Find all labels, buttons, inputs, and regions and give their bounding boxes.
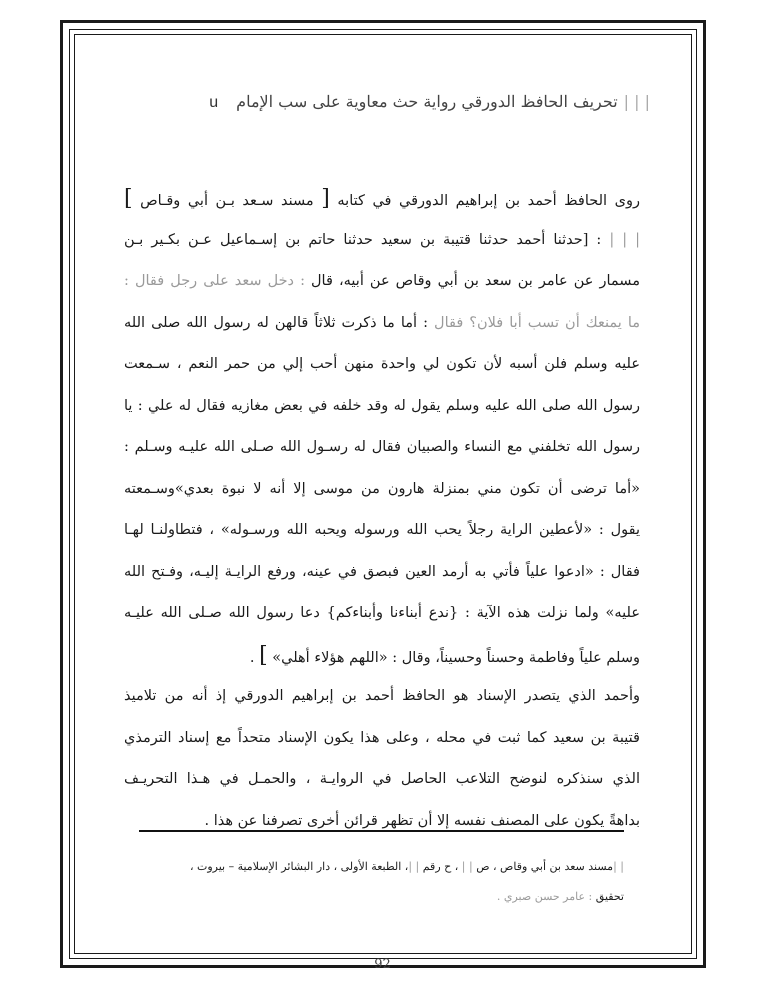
body-line-1: روى الحافظ أحمد بن إبراهيم الدورقي في كتابه [ مسند سـعد بـن أبي وقـاص ] xyxy=(124,186,640,211)
body-line-15: الذي سنذكره لنوضح التلاعب الحاصل في الروايـة ، والحمـل في هـذا التحريـف xyxy=(124,771,640,787)
body-line-12: وسلم علياً وفاطمة وحسناً وحسيناً، وقال : «اللهم هؤلاء أهلي» ] . xyxy=(249,642,640,668)
body-line-10: فقال : «ادعوا علياً فأتي به أرمد العين فبصق في عينه، ورفع الرايـة إليـه، وفـتح الله xyxy=(124,563,640,580)
footnote-1: | |مسند سعد بن أبي وقاص ، ص | | ، ح رقم | |، الطبعة الأولى ، دار البشائر الإسلامية – بيروت ، xyxy=(189,860,624,873)
footnote-1-continued: تحقيق : عامر حسن صبري . xyxy=(496,890,624,903)
header-title: تحريف الحافظ الدورقي رواية حث معاوية على سب الإمام xyxy=(236,92,618,111)
footnote-ref: | | | xyxy=(609,231,641,248)
body-line-2: | | | : [حدثنا أحمد حدثنا قتيبة بن سعيد حدثنا حاتم بن إسـماعيل عـن بكـير بـن xyxy=(124,231,641,248)
bracket-open: [ xyxy=(321,186,330,211)
header-symbol: u xyxy=(209,94,219,111)
body-line-5: عليه وسلم فلن أسبه لأن تكون لي واحدة منهن أحب إلي من حمر النعم ، سـمعت xyxy=(124,356,640,372)
body-line-11: عليه» ولما نزلت هذه الآية : {ندع أبناءنا وأبناءكم} دعا رسول الله صـلى الله عليـه xyxy=(124,605,640,621)
body-line-8: «أما ترضى أن تكون مني بمنزلة هارون من موسى إلا أنه لا نبوة بعدي»وسـمعته xyxy=(124,480,640,497)
body-line-14: قتيبة بن سعيد كما ثبت في محله ، وعلى هذا يكون الإسناد متحداً مع إسناد الترمذي xyxy=(124,729,640,746)
page-number: 92 xyxy=(374,957,391,972)
body-line-13: وأحمد الذي يتصدر الإسناد هو الحافظ أحمد بن إبراهيم الدورقي إذ أنه من تلاميذ xyxy=(124,688,640,704)
body-line-6: رسول الله صلى الله عليه وسلم يقول له وقد خلفه في بعض مغازيه فقال له علي : يا xyxy=(124,397,640,414)
running-header xyxy=(209,92,650,112)
body-text xyxy=(124,178,640,842)
bracket-close: ] xyxy=(259,642,268,668)
header-marker: | | | xyxy=(623,92,650,111)
body-line-16: بداهةً يكون على المصنف نفسه إلا أن تظهر قرائن أخرى تصرفنا عن هذا . xyxy=(204,812,640,829)
body-line-3: مسمار عن عامر بن سعد بن أبي وقاص عن أبيه، قال : دخل سعد على رجل فقال : xyxy=(124,273,640,289)
body-line-7: رسول الله تخلفني مع النساء والصبيان فقال له رسـول الله صـلى الله عليـه وسـلم : xyxy=(124,439,640,455)
document-page xyxy=(84,30,680,960)
bracket-close: ] xyxy=(124,186,133,211)
body-line-4: ما يمنعك أن تسب أبا فلان؟ فقال : أما ما ذكرت ثلاثاً قالهن له رسول الله صلى الله xyxy=(124,314,641,331)
body-line-9: يقول : «لأعطين الراية رجلاً يحب الله ورسوله ويحبه الله ورسـوله» ، فتطاولنـا لهـا xyxy=(124,522,640,538)
footnote-separator xyxy=(139,830,624,832)
